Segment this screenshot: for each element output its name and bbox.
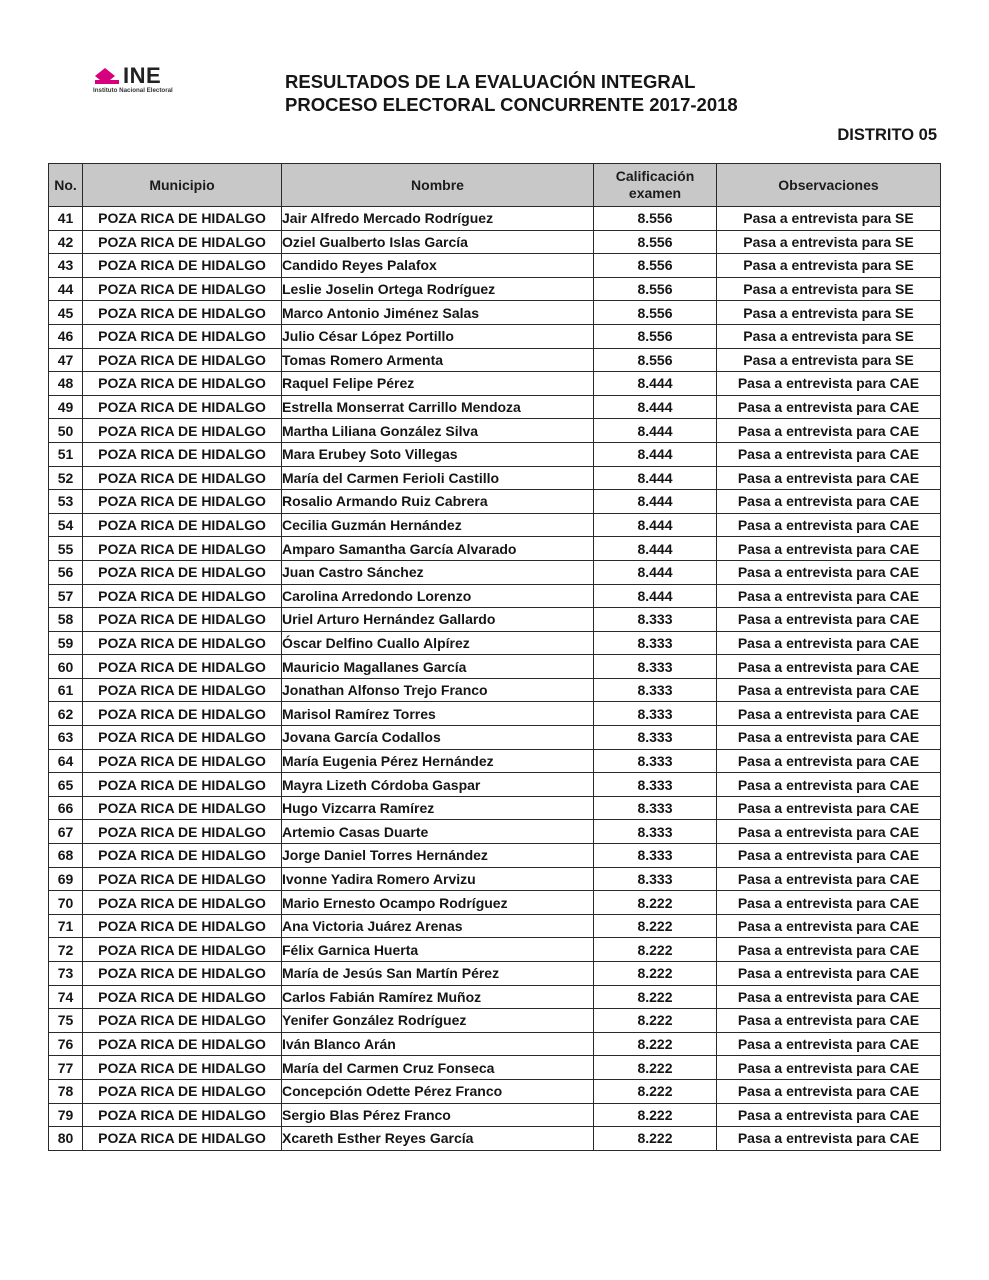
table-header-row <box>49 164 941 207</box>
row-municipio: POZA RICA DE HIDALGO <box>83 891 282 915</box>
table-row <box>49 419 941 443</box>
row-nombre: Cecilia Guzmán Hernández <box>282 513 594 537</box>
row-number: 74 <box>49 985 83 1009</box>
row-observaciones: Pasa a entrevista para CAE <box>717 1056 941 1080</box>
row-municipio: POZA RICA DE HIDALGO <box>83 537 282 561</box>
row-observaciones: Pasa a entrevista para CAE <box>717 490 941 514</box>
row-nombre: Uriel Arturo Hernández Gallardo <box>282 608 594 632</box>
title-line-1: RESULTADOS DE LA EVALUACIÓN INTEGRAL <box>285 71 696 92</box>
row-number: 46 <box>49 324 83 348</box>
row-number: 47 <box>49 348 83 372</box>
row-calificacion: 8.222 <box>594 1009 717 1033</box>
table-row <box>49 726 941 750</box>
table-row <box>49 537 941 561</box>
row-number: 67 <box>49 820 83 844</box>
table-row <box>49 891 941 915</box>
row-municipio: POZA RICA DE HIDALGO <box>83 678 282 702</box>
row-observaciones: Pasa a entrevista para CAE <box>717 844 941 868</box>
table-row <box>49 1009 941 1033</box>
row-calificacion: 8.222 <box>594 985 717 1009</box>
table-row <box>49 1079 941 1103</box>
row-municipio: POZA RICA DE HIDALGO <box>83 584 282 608</box>
table-row <box>49 1056 941 1080</box>
row-calificacion: 8.444 <box>594 419 717 443</box>
row-observaciones: Pasa a entrevista para CAE <box>717 419 941 443</box>
row-nombre: Juan Castro Sánchez <box>282 560 594 584</box>
row-number: 76 <box>49 1032 83 1056</box>
row-nombre: Candido Reyes Palafox <box>282 254 594 278</box>
row-nombre: Carolina Arredondo Lorenzo <box>282 584 594 608</box>
row-number: 70 <box>49 891 83 915</box>
row-calificacion: 8.556 <box>594 230 717 254</box>
row-calificacion: 8.333 <box>594 678 717 702</box>
table-row <box>49 1032 941 1056</box>
row-municipio: POZA RICA DE HIDALGO <box>83 301 282 325</box>
row-observaciones: Pasa a entrevista para CAE <box>717 726 941 750</box>
row-municipio: POZA RICA DE HIDALGO <box>83 749 282 773</box>
row-municipio: POZA RICA DE HIDALGO <box>83 395 282 419</box>
row-observaciones: Pasa a entrevista para CAE <box>717 655 941 679</box>
row-nombre: Iván Blanco Arán <box>282 1032 594 1056</box>
row-nombre: María de Jesús San Martín Pérez <box>282 962 594 986</box>
row-municipio: POZA RICA DE HIDALGO <box>83 560 282 584</box>
row-observaciones: Pasa a entrevista para CAE <box>717 372 941 396</box>
row-nombre: Mara Erubey Soto Villegas <box>282 442 594 466</box>
table-row <box>49 985 941 1009</box>
row-observaciones: Pasa a entrevista para CAE <box>717 962 941 986</box>
row-observaciones: Pasa a entrevista para CAE <box>717 608 941 632</box>
row-calificacion: 8.333 <box>594 631 717 655</box>
table-row <box>49 372 941 396</box>
row-number: 55 <box>49 537 83 561</box>
row-number: 79 <box>49 1103 83 1127</box>
row-observaciones: Pasa a entrevista para CAE <box>717 985 941 1009</box>
table-row <box>49 820 941 844</box>
row-observaciones: Pasa a entrevista para CAE <box>717 867 941 891</box>
row-observaciones: Pasa a entrevista para CAE <box>717 537 941 561</box>
row-municipio: POZA RICA DE HIDALGO <box>83 702 282 726</box>
row-number: 44 <box>49 277 83 301</box>
row-observaciones: Pasa a entrevista para CAE <box>717 584 941 608</box>
row-number: 53 <box>49 490 83 514</box>
row-calificacion: 8.556 <box>594 324 717 348</box>
column-header-observaciones: Observaciones <box>717 164 941 207</box>
row-calificacion: 8.333 <box>594 726 717 750</box>
table-row <box>49 230 941 254</box>
results-table <box>48 163 941 1151</box>
row-number: 50 <box>49 419 83 443</box>
row-municipio: POZA RICA DE HIDALGO <box>83 490 282 514</box>
row-number: 41 <box>49 207 83 231</box>
row-observaciones: Pasa a entrevista para CAE <box>717 891 941 915</box>
column-header-no: No. <box>49 164 83 207</box>
row-number: 62 <box>49 702 83 726</box>
row-nombre: Carlos Fabián Ramírez Muñoz <box>282 985 594 1009</box>
row-municipio: POZA RICA DE HIDALGO <box>83 1056 282 1080</box>
row-calificacion: 8.444 <box>594 442 717 466</box>
row-number: 52 <box>49 466 83 490</box>
table-row <box>49 914 941 938</box>
row-calificacion: 8.444 <box>594 560 717 584</box>
row-municipio: POZA RICA DE HIDALGO <box>83 442 282 466</box>
row-observaciones: Pasa a entrevista para CAE <box>717 914 941 938</box>
row-calificacion: 8.333 <box>594 655 717 679</box>
row-municipio: POZA RICA DE HIDALGO <box>83 773 282 797</box>
row-number: 56 <box>49 560 83 584</box>
table-row <box>49 254 941 278</box>
row-nombre: Estrella Monserrat Carrillo Mendoza <box>282 395 594 419</box>
row-nombre: Julio César López Portillo <box>282 324 594 348</box>
row-municipio: POZA RICA DE HIDALGO <box>83 1009 282 1033</box>
row-number: 58 <box>49 608 83 632</box>
row-calificacion: 8.222 <box>594 1056 717 1080</box>
row-nombre: Marco Antonio Jiménez Salas <box>282 301 594 325</box>
row-observaciones: Pasa a entrevista para CAE <box>717 773 941 797</box>
row-calificacion: 8.444 <box>594 584 717 608</box>
table-row <box>49 796 941 820</box>
row-number: 43 <box>49 254 83 278</box>
row-number: 73 <box>49 962 83 986</box>
table-row <box>49 608 941 632</box>
row-observaciones: Pasa a entrevista para CAE <box>717 466 941 490</box>
row-observaciones: Pasa a entrevista para CAE <box>717 442 941 466</box>
row-calificacion: 8.444 <box>594 372 717 396</box>
row-calificacion: 8.333 <box>594 796 717 820</box>
row-number: 78 <box>49 1079 83 1103</box>
row-calificacion: 8.222 <box>594 1032 717 1056</box>
row-municipio: POZA RICA DE HIDALGO <box>83 1103 282 1127</box>
row-municipio: POZA RICA DE HIDALGO <box>83 1127 282 1151</box>
row-observaciones: Pasa a entrevista para CAE <box>717 820 941 844</box>
row-nombre: Rosalio Armando Ruiz Cabrera <box>282 490 594 514</box>
row-number: 51 <box>49 442 83 466</box>
row-nombre: Tomas Romero Armenta <box>282 348 594 372</box>
row-calificacion: 8.222 <box>594 962 717 986</box>
row-municipio: POZA RICA DE HIDALGO <box>83 277 282 301</box>
row-number: 65 <box>49 773 83 797</box>
table-row <box>49 324 941 348</box>
district-label: DISTRITO 05 <box>837 126 937 144</box>
row-calificacion: 8.556 <box>594 277 717 301</box>
row-municipio: POZA RICA DE HIDALGO <box>83 1032 282 1056</box>
row-municipio: POZA RICA DE HIDALGO <box>83 985 282 1009</box>
row-calificacion: 8.333 <box>594 820 717 844</box>
table-row <box>49 1103 941 1127</box>
row-municipio: POZA RICA DE HIDALGO <box>83 938 282 962</box>
row-municipio: POZA RICA DE HIDALGO <box>83 655 282 679</box>
row-calificacion: 8.222 <box>594 891 717 915</box>
table-row <box>49 277 941 301</box>
row-municipio: POZA RICA DE HIDALGO <box>83 820 282 844</box>
row-observaciones: Pasa a entrevista para CAE <box>717 395 941 419</box>
row-nombre: Oziel Gualberto Islas García <box>282 230 594 254</box>
row-nombre: Yenifer González Rodríguez <box>282 1009 594 1033</box>
row-calificacion: 8.333 <box>594 702 717 726</box>
table-row <box>49 442 941 466</box>
row-calificacion: 8.444 <box>594 466 717 490</box>
table-row <box>49 207 941 231</box>
row-observaciones: Pasa a entrevista para CAE <box>717 1032 941 1056</box>
row-nombre: María del Carmen Cruz Fonseca <box>282 1056 594 1080</box>
table-row <box>49 938 941 962</box>
row-nombre: Hugo Vizcarra Ramírez <box>282 796 594 820</box>
row-observaciones: Pasa a entrevista para SE <box>717 277 941 301</box>
row-municipio: POZA RICA DE HIDALGO <box>83 466 282 490</box>
row-municipio: POZA RICA DE HIDALGO <box>83 844 282 868</box>
row-number: 69 <box>49 867 83 891</box>
row-number: 63 <box>49 726 83 750</box>
row-municipio: POZA RICA DE HIDALGO <box>83 914 282 938</box>
table-row <box>49 466 941 490</box>
row-observaciones: Pasa a entrevista para SE <box>717 230 941 254</box>
table-row <box>49 1127 941 1151</box>
row-nombre: Jorge Daniel Torres Hernández <box>282 844 594 868</box>
row-observaciones: Pasa a entrevista para SE <box>717 348 941 372</box>
row-nombre: Mayra Lizeth Córdoba Gaspar <box>282 773 594 797</box>
logo-subtitle: Instituto Nacional Electoral <box>93 87 173 94</box>
row-calificacion: 8.222 <box>594 1127 717 1151</box>
table-row <box>49 395 941 419</box>
row-number: 54 <box>49 513 83 537</box>
column-header-calificacion <box>594 164 717 207</box>
row-nombre: Ana Victoria Juárez Arenas <box>282 914 594 938</box>
row-municipio: POZA RICA DE HIDALGO <box>83 962 282 986</box>
row-calificacion: 8.444 <box>594 537 717 561</box>
row-municipio: POZA RICA DE HIDALGO <box>83 726 282 750</box>
table-row <box>49 773 941 797</box>
row-municipio: POZA RICA DE HIDALGO <box>83 348 282 372</box>
table-row <box>49 631 941 655</box>
row-nombre: Jovana García Codallos <box>282 726 594 750</box>
row-nombre: Mario Ernesto Ocampo Rodríguez <box>282 891 594 915</box>
row-nombre: Artemio Casas Duarte <box>282 820 594 844</box>
row-municipio: POZA RICA DE HIDALGO <box>83 608 282 632</box>
row-calificacion: 8.333 <box>594 867 717 891</box>
row-municipio: POZA RICA DE HIDALGO <box>83 372 282 396</box>
row-calificacion: 8.222 <box>594 1079 717 1103</box>
row-observaciones: Pasa a entrevista para SE <box>717 301 941 325</box>
row-calificacion: 8.444 <box>594 395 717 419</box>
table-row <box>49 513 941 537</box>
row-municipio: POZA RICA DE HIDALGO <box>83 1079 282 1103</box>
row-number: 48 <box>49 372 83 396</box>
row-municipio: POZA RICA DE HIDALGO <box>83 230 282 254</box>
column-header-municipio: Municipio <box>83 164 282 207</box>
row-number: 77 <box>49 1056 83 1080</box>
row-number: 42 <box>49 230 83 254</box>
row-number: 71 <box>49 914 83 938</box>
row-nombre: Ivonne Yadira Romero Arvizu <box>282 867 594 891</box>
row-observaciones: Pasa a entrevista para CAE <box>717 1009 941 1033</box>
ine-logo <box>93 63 205 98</box>
table-row <box>49 348 941 372</box>
table-row <box>49 867 941 891</box>
row-calificacion: 8.556 <box>594 348 717 372</box>
row-number: 72 <box>49 938 83 962</box>
row-nombre: Mauricio Magallanes García <box>282 655 594 679</box>
row-number: 45 <box>49 301 83 325</box>
row-calificacion: 8.222 <box>594 1103 717 1127</box>
row-municipio: POZA RICA DE HIDALGO <box>83 513 282 537</box>
row-calificacion: 8.556 <box>594 207 717 231</box>
row-observaciones: Pasa a entrevista para SE <box>717 324 941 348</box>
row-calificacion: 8.333 <box>594 844 717 868</box>
table-row <box>49 749 941 773</box>
calificacion-label-line-1: Calificación <box>615 168 695 184</box>
row-nombre: Concepción Odette Pérez Franco <box>282 1079 594 1103</box>
table-row <box>49 301 941 325</box>
row-number: 49 <box>49 395 83 419</box>
row-nombre: María Eugenia Pérez Hernández <box>282 749 594 773</box>
row-number: 59 <box>49 631 83 655</box>
row-number: 80 <box>49 1127 83 1151</box>
row-observaciones: Pasa a entrevista para CAE <box>717 1127 941 1151</box>
row-nombre: Leslie Joselin Ortega Rodríguez <box>282 277 594 301</box>
table-row <box>49 678 941 702</box>
row-nombre: Óscar Delfino Cuallo Alpírez <box>282 631 594 655</box>
row-municipio: POZA RICA DE HIDALGO <box>83 419 282 443</box>
row-number: 61 <box>49 678 83 702</box>
row-calificacion: 8.444 <box>594 513 717 537</box>
table-row <box>49 490 941 514</box>
row-observaciones: Pasa a entrevista para CAE <box>717 796 941 820</box>
row-municipio: POZA RICA DE HIDALGO <box>83 254 282 278</box>
row-number: 57 <box>49 584 83 608</box>
row-observaciones: Pasa a entrevista para CAE <box>717 1079 941 1103</box>
row-observaciones: Pasa a entrevista para SE <box>717 207 941 231</box>
row-observaciones: Pasa a entrevista para CAE <box>717 560 941 584</box>
table-row <box>49 655 941 679</box>
row-observaciones: Pasa a entrevista para CAE <box>717 513 941 537</box>
table-row <box>49 560 941 584</box>
row-observaciones: Pasa a entrevista para CAE <box>717 938 941 962</box>
row-number: 66 <box>49 796 83 820</box>
row-nombre: Raquel Felipe Pérez <box>282 372 594 396</box>
row-observaciones: Pasa a entrevista para SE <box>717 254 941 278</box>
table-row <box>49 962 941 986</box>
row-observaciones: Pasa a entrevista para CAE <box>717 1103 941 1127</box>
row-nombre: Xcareth Esther Reyes García <box>282 1127 594 1151</box>
row-observaciones: Pasa a entrevista para CAE <box>717 631 941 655</box>
row-calificacion: 8.444 <box>594 490 717 514</box>
row-observaciones: Pasa a entrevista para CAE <box>717 702 941 726</box>
row-number: 68 <box>49 844 83 868</box>
row-calificacion: 8.556 <box>594 254 717 278</box>
row-nombre: Sergio Blas Pérez Franco <box>282 1103 594 1127</box>
row-number: 75 <box>49 1009 83 1033</box>
row-number: 64 <box>49 749 83 773</box>
column-header-nombre: Nombre <box>282 164 594 207</box>
row-municipio: POZA RICA DE HIDALGO <box>83 867 282 891</box>
row-calificacion: 8.556 <box>594 301 717 325</box>
row-nombre: Amparo Samantha García Alvarado <box>282 537 594 561</box>
row-nombre: Jair Alfredo Mercado Rodríguez <box>282 207 594 231</box>
row-nombre: Marisol Ramírez Torres <box>282 702 594 726</box>
title-line-2: PROCESO ELECTORAL CONCURRENTE 2017-2018 <box>285 94 738 115</box>
row-calificacion: 8.333 <box>594 773 717 797</box>
row-calificacion: 8.333 <box>594 608 717 632</box>
row-nombre: María del Carmen Ferioli Castillo <box>282 466 594 490</box>
row-nombre: Jonathan Alfonso Trejo Franco <box>282 678 594 702</box>
row-nombre: Félix Garnica Huerta <box>282 938 594 962</box>
logo-wordmark: INE <box>123 63 162 88</box>
row-nombre: Martha Liliana González Silva <box>282 419 594 443</box>
row-municipio: POZA RICA DE HIDALGO <box>83 324 282 348</box>
table-body <box>49 207 941 1151</box>
row-calificacion: 8.333 <box>594 749 717 773</box>
row-observaciones: Pasa a entrevista para CAE <box>717 749 941 773</box>
row-calificacion: 8.222 <box>594 938 717 962</box>
row-municipio: POZA RICA DE HIDALGO <box>83 796 282 820</box>
table-row <box>49 844 941 868</box>
table-row <box>49 584 941 608</box>
row-number: 60 <box>49 655 83 679</box>
row-municipio: POZA RICA DE HIDALGO <box>83 631 282 655</box>
row-municipio: POZA RICA DE HIDALGO <box>83 207 282 231</box>
document-title <box>285 70 738 116</box>
table-row <box>49 702 941 726</box>
calificacion-label-line-2: examen <box>628 185 682 201</box>
row-calificacion: 8.222 <box>594 914 717 938</box>
row-observaciones: Pasa a entrevista para CAE <box>717 678 941 702</box>
